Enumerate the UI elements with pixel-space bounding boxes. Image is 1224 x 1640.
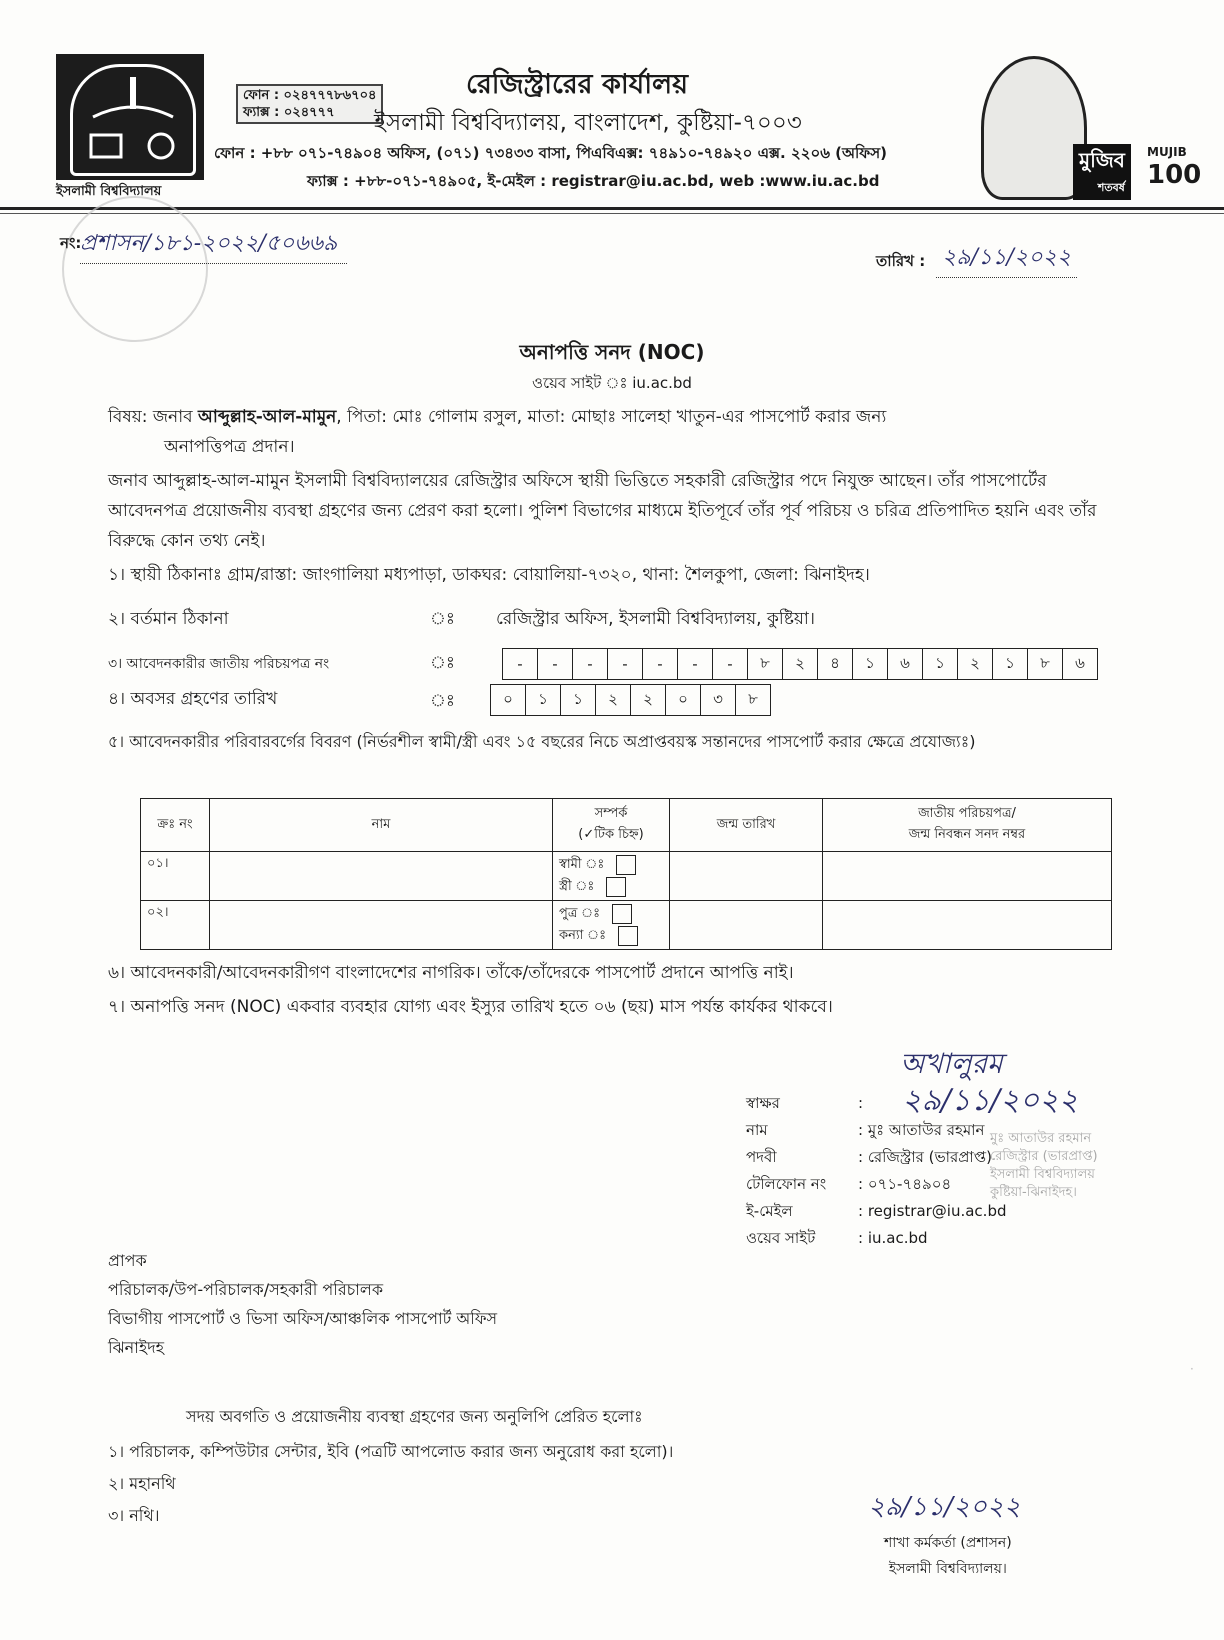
nid-label: ৩। আবেদনকারীর জাতীয় পরিচয়পত্র নং (108, 656, 330, 672)
colon-3: ঃ (430, 653, 455, 673)
table-header-row (141, 799, 1112, 852)
family-table (140, 798, 1112, 950)
recipient-label: প্রাপক (108, 1251, 147, 1270)
registrar-signature: অখালুরম (900, 1047, 1003, 1080)
officer-org: ইসলামী বিশ্ববিদ্যালয়। (888, 1561, 1007, 1577)
retire-digit: ০ (666, 685, 701, 715)
sig-row (746, 1198, 1007, 1225)
phone-stamp (236, 84, 383, 124)
mujib-centenary-logo (975, 52, 1202, 200)
subject-block (108, 402, 1128, 462)
subject-rest: , পিতা: মোঃ গোলাম রসুল, মাতা: মোছাঃ সালেহা খাতুন-এর পাসপোর্ট করার জন্য (336, 407, 887, 427)
round-seal-icon (62, 196, 208, 342)
point-7: ৭। অনাপত্তি সনদ (NOC) একবার ব্যবহার যোগ্য এবং ইস্যুর তারিখ হতে ০৬ (ছয়) মাস পর্যন্ত কার্যকর থাকবে। (108, 997, 833, 1017)
sig-row (746, 1090, 1007, 1117)
relation-label: পুত্র ঃ (559, 906, 601, 921)
university-name: ইসলামী বিশ্ববিদ্যালয়, বাংলাদেশ, কুষ্টিয়া-৭০০৩ (374, 110, 802, 136)
sig-label: স্বাক্ষর (746, 1094, 780, 1112)
nid-digit: - (643, 649, 678, 679)
website-line: ওয়েব সাইট ঃ iu.ac.bd (532, 374, 692, 392)
row-nid[interactable] (823, 901, 1112, 950)
web-label: ওয়েব সাইট (746, 1229, 816, 1247)
header-dob: জন্ম তারিখ (670, 799, 823, 852)
nid-digit: ১ (853, 649, 888, 679)
row-relation (553, 852, 670, 901)
date-label: তারিখ : (876, 252, 926, 270)
university-logo (56, 54, 204, 180)
row-name[interactable] (210, 901, 553, 950)
phone-value: : ০৭১-৭৪৯০৪ (858, 1175, 952, 1193)
header-nid (823, 799, 1112, 852)
header-nid-2: জন্ম নিবন্ধন সনদ নম্বর (908, 827, 1026, 842)
phone-line: ফোন : +৮৮ ০৭১-৭৪৯০৪ অফিস, (০৭১) ৭৩৪৩৩ বাসা, পিএবিএক্স: ৭৪৯১০-৭৪৯২০ এক্স. ২২০৬ (অফিস) (214, 144, 888, 162)
portrait-icon (981, 56, 1087, 200)
post-label: পদবী (746, 1148, 777, 1166)
sig-row (746, 1144, 1007, 1171)
nid-digit: ২ (958, 649, 993, 679)
relation-option (559, 876, 663, 898)
row-nid[interactable] (823, 852, 1112, 901)
subject-line-2: অনাপত্তিপত্র প্রদান। (164, 437, 295, 457)
retire-digit: ০ (491, 685, 526, 715)
nid-digit: ১ (993, 649, 1028, 679)
registrar-stamp (990, 1130, 1098, 1202)
table-row (141, 901, 1112, 950)
nid-digit: - (538, 649, 573, 679)
retire-digit: ২ (596, 685, 631, 715)
header-relation (553, 799, 670, 852)
row-dob[interactable] (670, 852, 823, 901)
subject-prefix: বিষয়: জনাব (108, 407, 198, 427)
point-6: ৬। আবেদনকারী/আবেদনকারীগণ বাংলাদেশের নাগরিক। তাঁকে/তাঁদেরকে পাসপোর্ট প্রদানে আপত্তি নাই। (108, 963, 794, 983)
relation-checkbox[interactable] (616, 855, 636, 875)
nid-digit: ৪ (818, 649, 853, 679)
row-serial: ০২। (141, 901, 210, 950)
recipient-block (108, 1246, 497, 1362)
copy-list (108, 1436, 673, 1532)
present-address-value: রেজিস্ট্রার অফিস, ইসলামী বিশ্ববিদ্যালয়, কুষ্টিয়া। (496, 609, 815, 629)
retire-digit: ১ (526, 685, 561, 715)
ref-label: নং: (60, 234, 82, 252)
email-value: : registrar@iu.ac.bd (858, 1202, 1007, 1220)
list-item: ৩। নথি। (108, 1506, 160, 1525)
list-item: ১। পরিচালক, কম্পিউটার সেন্টার, ইবি (পত্রটি আপলোড করার জন্য অনুরোধ করা হলো)। (108, 1442, 674, 1461)
relation-option (559, 903, 663, 925)
officer-title: শাখা কর্মকর্তা (প্রশাসন) (884, 1535, 1012, 1551)
stamp-fax: ফ্যাক্স : ০২৪৭৭৭ (243, 105, 335, 120)
relation-option (559, 925, 663, 947)
sig-row (746, 1117, 1007, 1144)
nid-digit: - (713, 649, 748, 679)
post-value: : রেজিস্ট্রার (ভারপ্রাপ্ত) (858, 1148, 992, 1166)
logo-caption: ইসলামী বিশ্ববিদ্যালয় (56, 184, 162, 199)
list-item: ২। মহানথি (108, 1474, 176, 1493)
retire-digit: ৮ (748, 689, 758, 708)
header-nid-1: জাতীয় পরিচয়পত্র/ (918, 806, 1016, 821)
sig-value: : (858, 1094, 864, 1112)
header-relation-2: (✓টিক চিহ্ন) (578, 827, 644, 842)
stamp-line: কুষ্টিয়া-ঝিনাইদহ। (990, 1185, 1077, 1200)
retire-digit: ১ (561, 685, 596, 715)
sig-row (746, 1225, 1007, 1252)
mujib-label: MUJIB (1147, 145, 1187, 159)
relation-label: স্ত্রী ঃ (559, 879, 595, 894)
subject-line (108, 402, 1128, 432)
header-name: নাম (210, 799, 553, 852)
phone-label: টেলিফোন নং (746, 1175, 827, 1193)
mujib-badge-text: মুজিব (1079, 148, 1125, 172)
nid-digit: ৮ (1028, 649, 1063, 679)
row-serial: ০১। (141, 852, 210, 901)
emblem-graphic (73, 67, 193, 173)
relation-label: কন্যা ঃ (559, 928, 607, 943)
stamp-line: মুঃ আতাউর রহমান (990, 1131, 1092, 1146)
stamp-phone: ফোন : ০২৪৭৭৭৮৬৭০৪ (243, 88, 377, 103)
nid-digit: ৮ (748, 649, 783, 679)
signatory-details (746, 1090, 1007, 1252)
logo-emblem-icon (70, 64, 196, 176)
sig-row (746, 1171, 1007, 1198)
nid-digit: ২ (783, 649, 818, 679)
stamp-line: রেজিস্ট্রার (ভারপ্রাপ্ত) (990, 1149, 1098, 1164)
name-label: নাম (746, 1121, 768, 1139)
relation-option (559, 854, 663, 876)
date-value: ২৯/১১/২০২২ (936, 240, 1077, 278)
colon-2: ঃ (430, 609, 455, 629)
officer-signature: ২৯/১১/২০২২ (868, 1492, 1021, 1522)
recipient-line: বিভাগীয় পাসপোর্ট ও ভিসা অফিস/আঞ্চলিক পাসপোর্ট অফিস (108, 1309, 498, 1328)
retire-digit-boxes (490, 684, 771, 716)
nid-digit: ৬ (1075, 653, 1085, 672)
recipient-line: ঝিনাইদহ (108, 1338, 165, 1357)
permanent-address: ১। স্থায়ী ঠিকানাঃ গ্রাম/রাস্তা: জাংগালিয়া মধ্যপাড়া, ডাকঘর: বোয়ালিয়া-৭৩২০, থানা: শৈলকুপা, জেলা: ঝিনাইদহ। (108, 565, 870, 585)
row-dob[interactable] (670, 901, 823, 950)
relation-checkbox[interactable] (606, 877, 626, 897)
present-address-label: ২। বর্তমান ঠিকানা (108, 609, 229, 629)
relation-label: স্বামী ঃ (559, 857, 605, 872)
officer-block (884, 1530, 1012, 1582)
subject-name: আব্দুল্লাহ-আল-মামুন (198, 407, 337, 427)
scan-mark: · (1190, 1362, 1194, 1376)
nid-digit: - (678, 649, 713, 679)
relation-checkbox[interactable] (618, 926, 638, 946)
nid-digit: - (573, 649, 608, 679)
mujib-number: 100 (1147, 160, 1202, 190)
header-rule (0, 207, 1224, 210)
nid-digit: ১ (923, 649, 958, 679)
email-label: ই-মেইল (746, 1202, 793, 1220)
nid-digit-boxes (502, 648, 1098, 680)
table-row (141, 852, 1112, 901)
name-value: : মুঃ আতাউর রহমান (858, 1121, 985, 1139)
recipient-line: পরিচালক/উপ-পরিচালক/সহকারী পরিচালক (108, 1280, 384, 1299)
fax-email-line: ফ্যাক্স : +৮৮-০৭১-৭৪৯০৫, ই-মেইল : registrar@iu.ac.bd, web :www.iu.ac.bd (307, 172, 880, 190)
row-relation (553, 901, 670, 950)
registrar-signature-date: ২৯/১১/২০২২ (902, 1083, 1079, 1118)
web-value: : iu.ac.bd (858, 1229, 928, 1247)
main-paragraph: জনাব আব্দুল্লাহ-আল-মামুন ইসলামী বিশ্ববিদ্যালয়ের রেজিস্ট্রার অফিসে স্থায়ী ভিত্তিতে সহকারী রেজিস্ট্রার পদে নিযুক্ত আছেন। তাঁর পাসপোর্টের আবেদনপত্র প্রয়োজনীয় ব্যবস্থা গ্রহণের জন্য প্রেরণ করা হলো। পুলিশ বিভাগের মাধ্যমে ইতিপূর্বে তাঁর পূর্ব পরিচয় ও চরিত্র প্রতিপাদিত হয়নি এবং তাঁর বিরুদ্ধে কোন তথ্য নেই। (108, 471, 1097, 551)
relation-checkbox[interactable] (612, 904, 632, 924)
row-name[interactable] (210, 852, 553, 901)
document-title: অনাপত্তি সনদ (NOC) (519, 340, 705, 364)
retire-digit: ২ (631, 685, 666, 715)
header-serial: ক্রঃ নং (141, 799, 210, 852)
colon-4: ঃ (430, 691, 455, 711)
office-title: রেজিস্ট্রারের কার্যালয় (466, 69, 689, 100)
mujib-badge (1073, 144, 1131, 200)
nid-digit: ৬ (888, 649, 923, 679)
retire-label: ৪। অবসর গ্রহণের তারিখ (108, 689, 278, 709)
ref-number: প্রশাসন/১৮১-২০২২/৫০৬৬৯ (80, 226, 347, 264)
retire-digit: ৩ (701, 685, 736, 715)
copy-heading: সদয় অবগতি ও প্রয়োজনীয় ব্যবস্থা গ্রহণের জন্য অনুলিপি প্রেরিত হলোঃ (186, 1407, 643, 1426)
family-intro: ৫। আবেদনকারীর পরিবারবর্গের বিবরণ (নির্ভরশীল স্বামী/স্ত্রী এবং ১৫ বছরের নিচে অপ্রাপ্তবয়স্ক সন্তানদের পাসপোর্ট করার ক্ষেত্রে প্রযোজ্যঃ) (108, 732, 976, 751)
stamp-line: ইসলামী বিশ্ববিদ্যালয় (990, 1167, 1095, 1182)
mujib-sub: শতবর্ষ (1097, 181, 1125, 194)
nid-digit: - (608, 649, 643, 679)
header-relation-1: সম্পর্ক (594, 806, 628, 821)
nid-digit: - (503, 649, 538, 679)
